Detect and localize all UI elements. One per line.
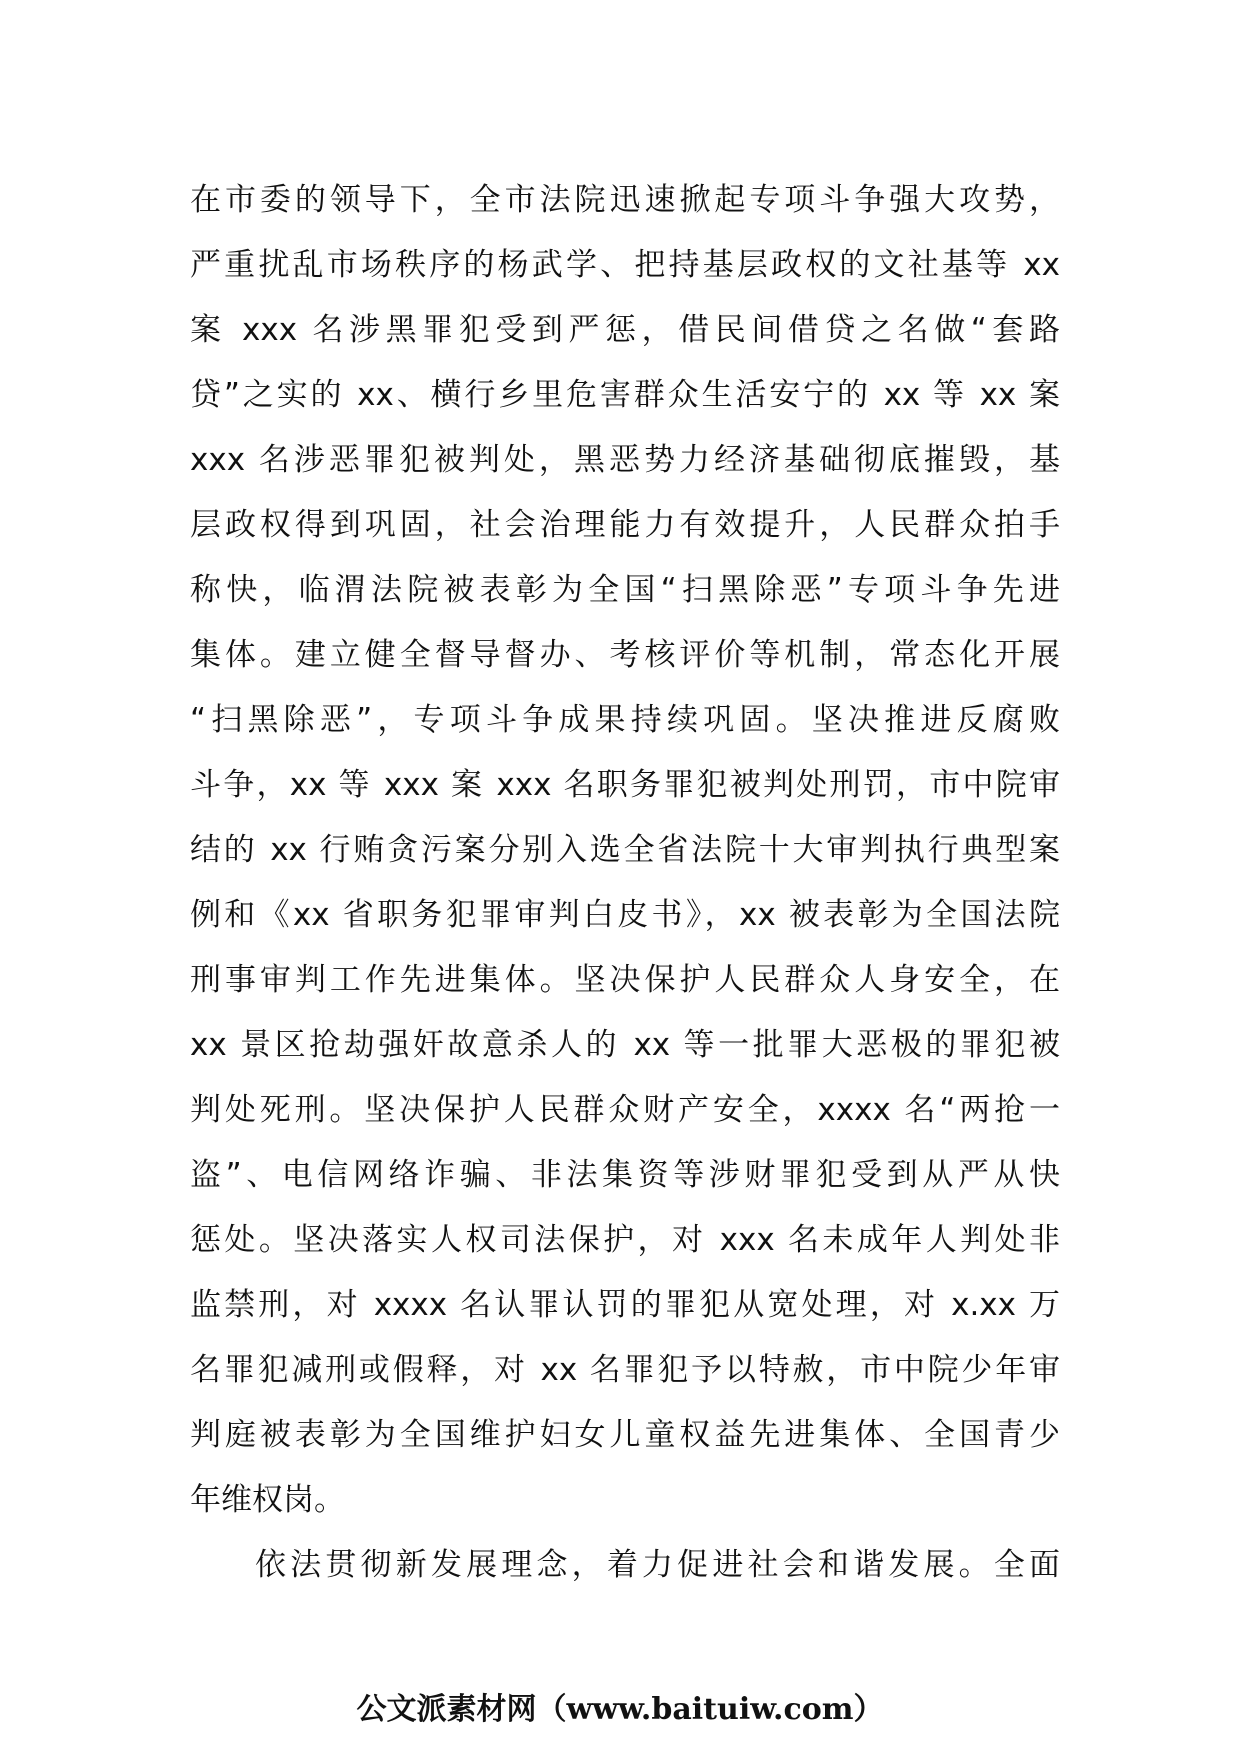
text-line: xx 景区抢劫强奸故意杀人的 xx 等一批罪大恶极的罪犯被 [190, 1027, 1060, 1063]
document-body [190, 168, 1060, 1598]
footer-watermark: 公文派素材网（www.baituiw.com） [356, 1692, 884, 1727]
text-line: 集体。建立健全督导督办、考核评价等机制，常态化开展 [190, 637, 1060, 673]
text-line: 判庭被表彰为全国维护妇女儿童权益先进集体、全国青少 [190, 1417, 1060, 1453]
text-line: 刑事审判工作先进集体。坚决保护人民群众人身安全，在 [190, 962, 1060, 998]
text-line: 监禁刑，对 xxxx 名认罪认罚的罪犯从宽处理，对 x.xx 万 [190, 1287, 1060, 1323]
text-line: xxx 名涉恶罪犯被判处，黑恶势力经济基础彻底摧毁，基 [190, 442, 1060, 478]
text-line: 贷”之实的 xx、横行乡里危害群众生活安宁的 xx 等 xx 案 [190, 377, 1060, 413]
text-line: 年维权岗。 [190, 1482, 345, 1518]
text-line: 名罪犯减刑或假释，对 xx 名罪犯予以特赦，市中院少年审 [190, 1352, 1060, 1388]
text-line: 斗争，xx 等 xxx 案 xxx 名职务罪犯被判处刑罚，市中院审 [190, 767, 1060, 803]
text-line: 例和《xx 省职务犯罪审判白皮书》，xx 被表彰为全国法院 [190, 897, 1060, 933]
text-line: 结的 xx 行贿贪污案分别入选全省法院十大审判执行典型案 [190, 832, 1060, 868]
text-line: 惩处。坚决落实人权司法保护，对 xxx 名未成年人判处非 [190, 1222, 1060, 1258]
text-line: 案 xxx 名涉黑罪犯受到严惩，借民间借贷之名做“套路 [190, 312, 1060, 348]
text-line: 层政权得到巩固，社会治理能力有效提升，人民群众拍手 [190, 507, 1060, 543]
text-line: “扫黑除恶”，专项斗争成果持续巩固。坚决推进反腐败 [190, 702, 1060, 738]
text-line: 判处死刑。坚决保护人民群众财产安全，xxxx 名“两抢一 [190, 1092, 1060, 1128]
paragraph-start-line: 依法贯彻新发展理念，着力促进社会和谐发展。全面 [255, 1547, 1060, 1583]
text-line: 在市委的领导下，全市法院迅速掀起专项斗争强大攻势， [190, 182, 1060, 218]
text-line: 严重扰乱市场秩序的杨武学、把持基层政权的文社基等 xx [190, 247, 1060, 283]
text-line: 盗”、电信网络诈骗、非法集资等涉财罪犯受到从严从快 [190, 1157, 1060, 1193]
text-line: 称快，临渭法院被表彰为全国“扫黑除恶”专项斗争先进 [190, 572, 1060, 608]
